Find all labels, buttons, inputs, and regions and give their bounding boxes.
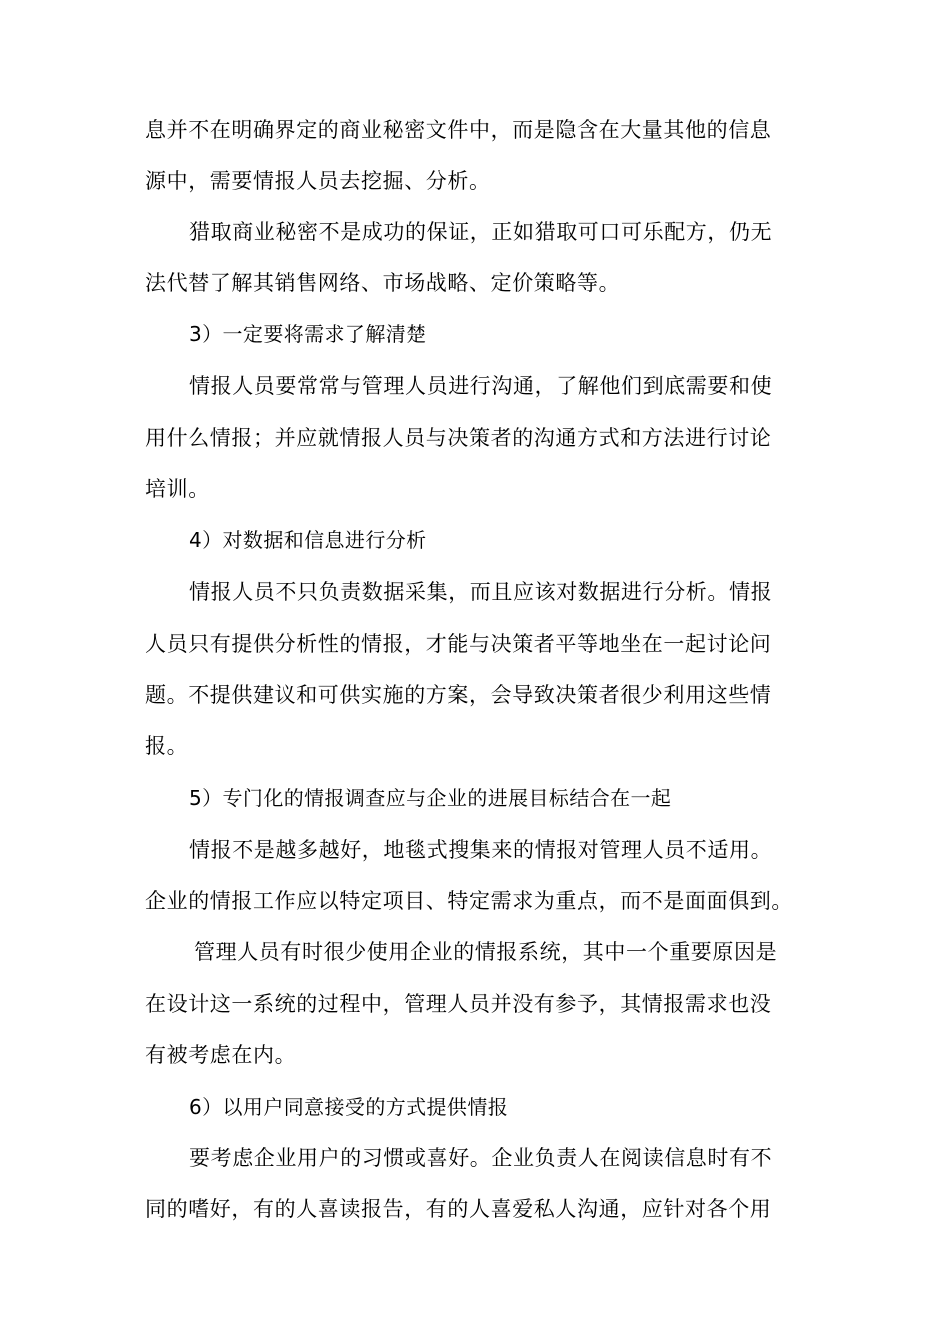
- paragraph-line: 息并不在明确界定的商业秘密文件中，而是隐含在大量其他的信息: [145, 118, 772, 142]
- paragraph-line: 题。不提供建议和可供实施的方案，会导致决策者很少利用这些情: [145, 683, 772, 707]
- paragraph-line: 情报人员要常常与管理人员进行沟通，了解他们到底需要和使: [189, 374, 773, 398]
- paragraph-line: 报。: [145, 734, 189, 758]
- paragraph-line: 在设计这一系统的过程中，管理人员并没有参予，其情报需求也没: [145, 992, 772, 1016]
- section-heading: 6）以用户同意接受的方式提供情报: [189, 1095, 509, 1119]
- paragraph-line: 猎取商业秘密不是成功的保证，正如猎取可口可乐配方，仍无: [189, 220, 773, 244]
- paragraph-line: 管理人员有时很少使用企业的情报系统，其中一个重要原因是: [194, 940, 778, 964]
- paragraph-line: 用什么情报；并应就情报人员与决策者的沟通方式和方法进行讨论: [145, 426, 772, 450]
- section-heading: 3）一定要将需求了解清楚: [189, 322, 427, 346]
- section-heading: 4）对数据和信息进行分析: [189, 528, 427, 552]
- section-heading: 5）专门化的情报调查应与企业的进展目标结合在一起: [189, 786, 672, 810]
- paragraph-line: 企业的情报工作应以特定项目、特定需求为重点，而不是面面俱到。: [145, 889, 793, 913]
- paragraph-line: 要考虑企业用户的习惯或喜好。企业负责人在阅读信息时有不: [189, 1146, 773, 1170]
- paragraph-line: 有被考虑在内。: [145, 1043, 297, 1067]
- paragraph-line: 情报不是越多越好，地毯式搜集来的情报对管理人员不适用。: [189, 838, 773, 862]
- paragraph-line: 情报人员不只负责数据采集，而且应该对数据进行分析。情报: [189, 580, 773, 604]
- paragraph-line: 法代替了解其销售网络、市场战略、定价策略等。: [145, 271, 621, 295]
- paragraph-line: 培训。: [145, 477, 210, 501]
- paragraph-line: 同的嗜好，有的人喜读报告，有的人喜爱私人沟通，应针对各个用: [145, 1197, 772, 1221]
- paragraph-line: 人员只有提供分析性的情报，才能与决策者平等地坐在一起讨论问: [145, 632, 772, 656]
- paragraph-line: 源中，需要情报人员去挖掘、分析。: [145, 169, 491, 193]
